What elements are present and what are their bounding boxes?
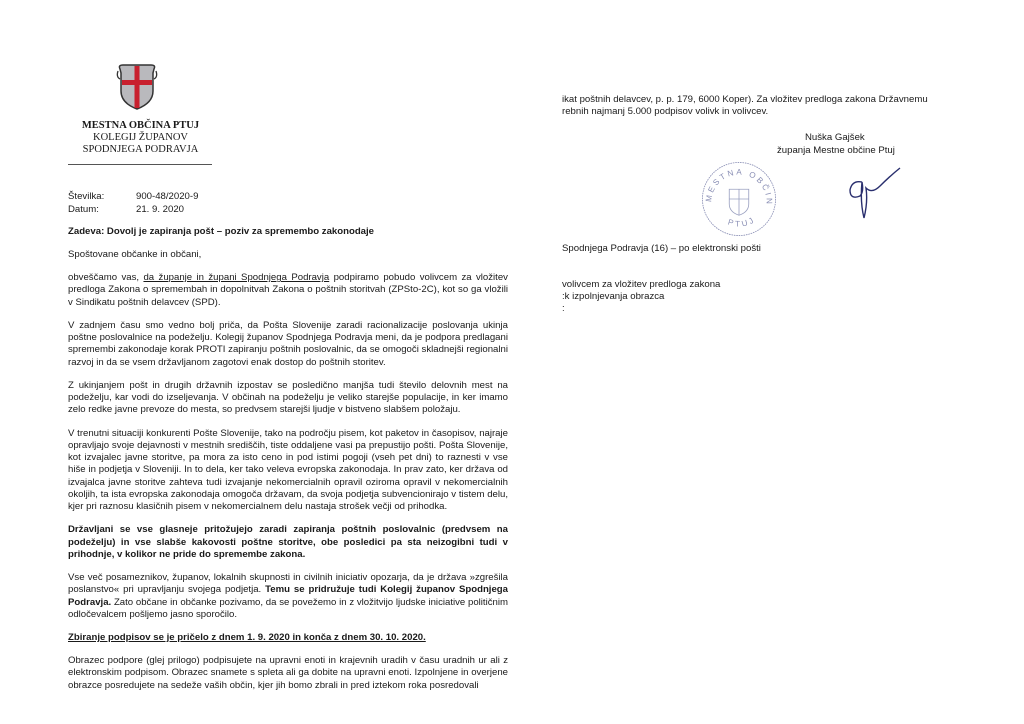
p1-text: obveščamo vas,: [68, 272, 144, 284]
right-line-1: ikat poštnih delavcev, p. p. 179, 6000 Koper). Za vložitev predloga zakona Državnemu: [562, 94, 928, 105]
handwritten-signature: [840, 162, 910, 222]
distribution-line: Spodnjega Podravja (16) – po elektronski pošti: [562, 243, 761, 254]
paragraph-8: Obrazec podpore (glej prilogo) podpisujete na upravni enoti in krajevnih uradih v času uradnih ur ali z elektronskim podpisom. Obrazec snamete s spleta ali ga dobite na upravni enoti. Izpolnjene in overjene obrazce posredujete na sedeže vaših občin, kjer jih bomo zbrali in pred iztekom roka posredovali: [68, 655, 508, 691]
svg-text:PTUJ: [727, 215, 757, 229]
date-label: Datum:: [68, 203, 99, 215]
p6-bold: Temu se pridružuje tudi Kolegij županov Spodnjega Podravja.: [68, 584, 508, 608]
letter-body: [68, 226, 508, 703]
p6-text-rest: Zato občane in občanke pozivamo, da se povežemo in z vložitvijo ljudske iniciative političnim odločevalcem pošljemo jasno sporočilo.: [68, 596, 508, 620]
p1-text-rest: podpiramo pobudo volivcem za vložitev predloga Zakona o spremembah in dopolnitvah Zakona o poštnih storitvah (ZPSto-2C), kot so ga vložili v Sindikatu poštnih delavcev (SPD).: [68, 272, 508, 308]
paragraph-1: [68, 272, 508, 309]
coat-of-arms-logo: [116, 63, 158, 111]
letterhead-line-2: KOLEGIJ ŽUPANOV: [93, 132, 188, 143]
subject-line: Zadeva: Dovolj je zapiranja pošt – poziv za spremembo zakonodaje: [68, 226, 375, 237]
date-value: 21. 9. 2020: [136, 203, 185, 215]
letterhead-line-3: SPODNJEGA PODRAVJA: [82, 144, 199, 155]
attachment-2: :k izpolnjevanja obrazca: [562, 291, 665, 302]
paragraph-2: V zadnjem času smo vedno bolj priča, da Pošta Slovenije zaradi racionalizacije poslovanja ukinja poštne poslovalnice na podeželju. Kolegij županov Spodnjega Podravja meni, da je podpora predlagani spremembi zakonodaje korak PROTI zapiranju poštnih poslovalnic, da se omogoči skladnejši regionalni razvoj in da se vsem državljanom zagotovi enak dostop do poštnih storitev.: [68, 319, 508, 368]
number-value: 900-48/2020-9: [136, 191, 199, 202]
letterhead-divider: [68, 164, 212, 165]
stamp-text-bottom: PTUJ: [726, 214, 758, 229]
right-line-2: rebnih najmanj 5.000 podpisov volivk in volivcev.: [562, 106, 769, 117]
paragraph-6: [68, 572, 508, 621]
paragraph-3: Z ukinjanjem pošt in drugih državnih izpostav se posledično manjša tudi število delovnih mest na podeželju, kar vodi do izseljevanja. V občinah na podeželju je veliko starejše populacije, in ker imamo zelo redke javne prevoze do mesta, so predvsem starejši ljudje v bistveno slabšem položaju.: [68, 379, 508, 416]
letterhead-title: MESTNA OBČINA PTUJ: [81, 120, 200, 131]
stamp-text-top: MESTNA OBČIN: [704, 167, 774, 207]
attachment-3: :: [562, 303, 565, 314]
p1-underlined: da županje in župani Spodnjega Podravja: [143, 272, 330, 284]
signature-period: Zbiranje podpisov se je pričelo z dnem 1. 9. 2020 in konča z dnem 30. 10. 2020.: [68, 632, 426, 644]
number-label: Številka:: [68, 191, 105, 202]
reference-block: [68, 191, 198, 216]
p6-text: Vse več posameznikov, županov, lokalnih skupnosti in civilnih iniciativ opozarja, da je država »zgrešila poslanstvo« pri upravljanju svojega podjetja.: [68, 572, 508, 596]
signer-name: Nuška Gajšek: [805, 132, 865, 143]
paragraph-5: Državljani se vse glasneje pritožujejo zaradi zapiranja poštnih poslovalnic (predvsem na podeželju) in vse slabše kakovosti poštne storitve, obe posledici pa sta neizogibni tudi v prihodnje, v kolikor ne pride do spremembe zakona.: [68, 524, 508, 561]
greeting: Spoštovane občanke in občani,: [68, 249, 202, 261]
signer-title: županja Mestne občine Ptuj: [777, 145, 895, 156]
official-stamp: [700, 160, 778, 238]
paragraph-4: V trenutni situaciji konkurenti Pošte Slovenije, tako na področju pisem, kot paketov in časopisov, najraje opravljajo svoje dejavnosti v mestnih središčih, tiste oddaljene vasi pa prepustijo pošti. Pošta Slovenije, kot izvajalec javne storitve, pa mora za isto ceno in pod istimi pogoji (vseh pet dni) to raznesti v vse hiše in podjetja v Sloveniji. In to dela, ker tako veleva evropska zakonodaja. In prav zato, ker država od izvajalca javne storitve zahteva tudi izvajanje nekomercialnih opravil oziroma opravil v nekomercialnih okoljih, ta ista evropska zakonodaja omogoča državam, da svoja podjetja subvencionirajo v tistem delu, kjer pri raznosu klasičnih pisem v nekomercialnem delu nastaja strošek večji od prihodka.: [68, 427, 508, 513]
attachment-1: volivcem za vložitev predloga zakona: [562, 279, 721, 290]
